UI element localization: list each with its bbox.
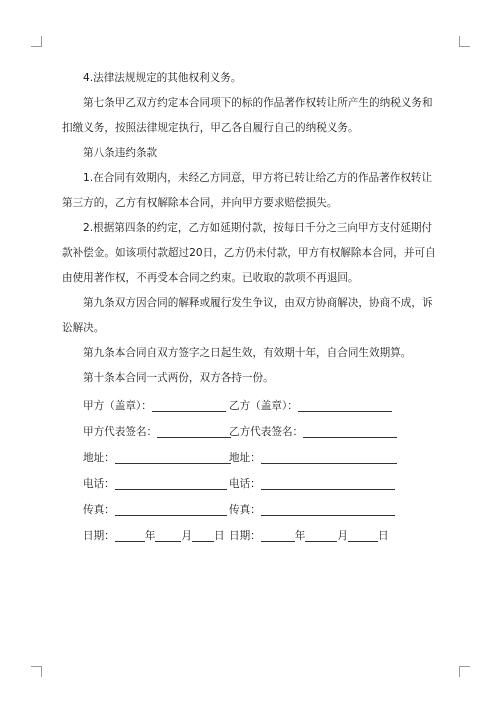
party-b-date-label: 日期： — [229, 530, 261, 542]
party-a-phone-line — [115, 475, 227, 490]
party-a-rep-field[interactable] — [83, 419, 231, 445]
party-a-date-label: 日期： — [83, 530, 115, 542]
party-b-address-line — [261, 449, 397, 464]
party-a-day-line — [192, 527, 214, 542]
party-b-rep-line — [303, 423, 397, 438]
signature-row-date — [62, 523, 440, 549]
page-corner-mark-bottom-right — [459, 666, 470, 677]
paragraph-article-10-copies: 第十条本合同一式两份，双方各持一份。 — [83, 372, 274, 384]
party-a-fax-field[interactable] — [83, 497, 227, 523]
party-b-date-field[interactable] — [229, 523, 389, 549]
signature-row-phone — [62, 471, 440, 497]
party-b-fax-line — [261, 501, 395, 516]
party-a-seal-label: 甲方（盖章）： — [83, 400, 152, 412]
party-a-address-field[interactable] — [83, 445, 231, 471]
party-b-rep-label: 乙方代表签名： — [229, 426, 304, 438]
signature-row-fax — [62, 497, 440, 523]
paragraph-breach-clause-1: 1.在合同有效期内，未经乙方同意，甲方将已转让给乙方的作品著作权转让第三方的，乙方有权解除本合同，并向甲方要求赔偿损失。 — [62, 172, 433, 209]
party-a-date-field[interactable] — [83, 523, 225, 549]
paragraph-article-8-heading: 第八条违约条款 — [83, 147, 158, 159]
page-corner-mark-top-left — [31, 36, 42, 47]
party-b-fax-field[interactable] — [229, 497, 395, 523]
party-b-phone-field[interactable] — [229, 471, 395, 497]
party-b-address-field[interactable] — [229, 445, 397, 471]
party-b-month-label: 月 — [337, 530, 348, 542]
signature-row-seal — [62, 393, 440, 419]
party-b-phone-label: 电话： — [229, 478, 261, 490]
party-a-phone-label: 电话： — [83, 478, 115, 490]
paragraph-article-7-tax: 第七条甲乙双方约定本合同项下的标的作品著作权转让所产生的纳税义务和扣缴义务，按照法律规定执行，甲乙各自履行自己的纳税义务。 — [62, 97, 433, 134]
party-a-month-line — [155, 527, 181, 542]
party-a-seal-field[interactable] — [83, 393, 226, 419]
party-a-fax-line — [115, 501, 227, 516]
party-a-address-label: 地址： — [83, 452, 115, 464]
party-a-year-line — [115, 527, 145, 542]
document-body — [62, 66, 440, 549]
party-b-rep-field[interactable] — [229, 419, 397, 445]
party-b-seal-line — [298, 397, 392, 412]
party-a-phone-field[interactable] — [83, 471, 227, 497]
party-b-day-line — [348, 527, 378, 542]
party-b-address-label: 地址： — [229, 452, 261, 464]
party-b-seal-label: 乙方（盖章）： — [229, 400, 298, 412]
party-a-seal-line — [152, 397, 226, 412]
signature-block — [62, 393, 440, 549]
party-b-seal-field[interactable] — [229, 393, 392, 419]
party-a-rep-line — [157, 423, 231, 438]
paragraph-article-9-effective: 第九条本合同自双方签字之日起生效，有效期十年，自合同生效期算。 — [83, 347, 412, 359]
signature-row-representative — [62, 419, 440, 445]
page-corner-mark-top-right — [459, 36, 470, 47]
party-a-address-line — [115, 449, 231, 464]
party-b-fax-label: 传真： — [229, 504, 261, 516]
party-a-month-label: 月 — [181, 530, 192, 542]
party-a-day-label: 日 — [213, 530, 225, 542]
party-a-year-label: 年 — [144, 530, 156, 542]
party-b-day-label: 日 — [377, 530, 389, 542]
party-a-fax-label: 传真： — [83, 504, 115, 516]
party-b-year-line — [261, 527, 295, 542]
party-b-month-line — [305, 527, 337, 542]
party-b-phone-line — [261, 475, 395, 490]
paragraph-article-9-dispute: 第九条双方因合同的解释或履行发生争议，由双方协商解决，协商不成，诉讼解决。 — [62, 297, 433, 334]
paragraph-other-rights: 4.法律法规规定的其他权利义务。 — [83, 72, 242, 84]
page-corner-mark-bottom-left — [31, 666, 42, 677]
party-b-year-label: 年 — [294, 530, 306, 542]
party-a-rep-label: 甲方代表签名： — [83, 426, 158, 438]
signature-row-address — [62, 445, 440, 471]
paragraph-breach-clause-2: 2.根据第四条的约定，乙方如延期付款，按每日千分之三向甲方支付延期付款补偿金。如该项付款超过20日，乙方仍未付款，甲方有权解除本合同，并可自由使用著作权，不再受本合同之约束。已收取的款项不再退回。 — [62, 222, 436, 284]
